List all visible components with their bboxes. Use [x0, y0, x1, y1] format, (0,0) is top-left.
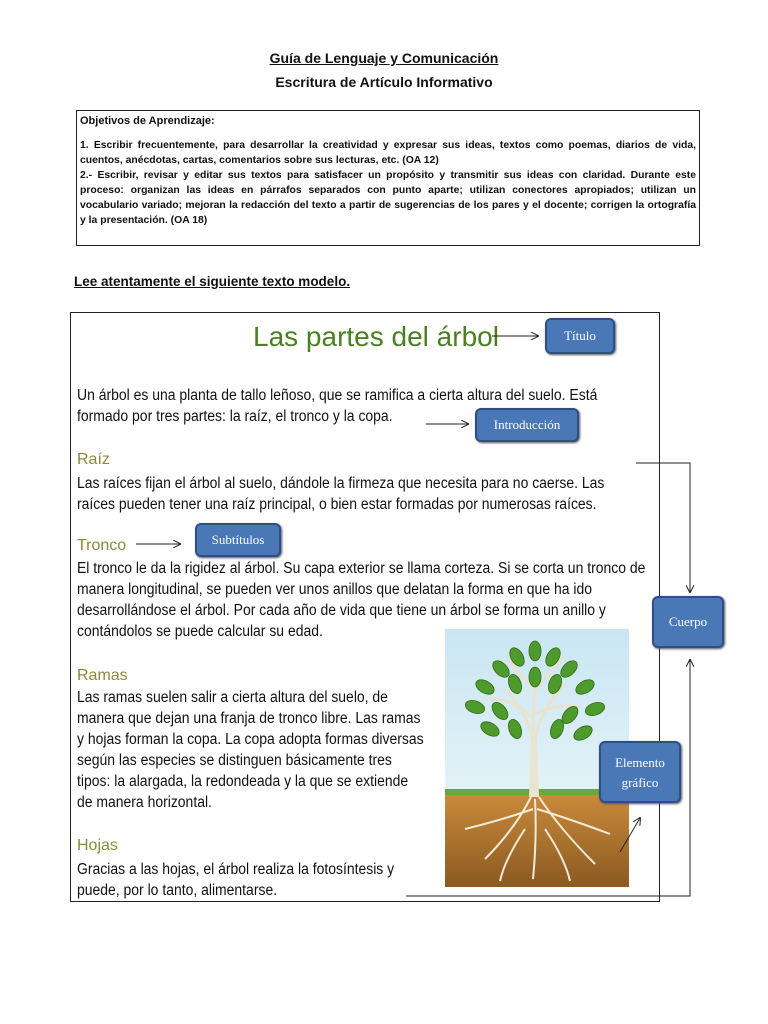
- objectives-heading: Objetivos de Aprendizaje:: [80, 115, 215, 127]
- arrow-elemento-grafico: [620, 818, 640, 852]
- label-titulo: Título: [545, 318, 615, 354]
- paragraph-hojas: Gracias a las hojas, el árbol realiza la fotosíntesis y puede, por lo tanto, alimentarse.: [77, 861, 395, 899]
- label-introduccion: Introducción: [475, 408, 579, 442]
- subtitle-tronco: Tronco: [77, 537, 127, 554]
- subtitle-hojas: Hojas: [77, 837, 118, 854]
- paragraph-tronco: El tronco le da la rigidez al árbol. Su capa exterior se llama corteza. Si se corta un tronco de manera longitudinal, se pueden ver unos anillos que delatan la forma en que ha ido desarrollándose el árbol. Por cada año de vida que tiene un árbol se forma un anillo y contándolos se puede calcular su edad.: [77, 560, 646, 640]
- intro-paragraph: Un árbol es una planta de tallo leñoso, que se ramifica a cierta altura del suelo. Está formado por tres partes: la raíz, el tronco y la copa.: [77, 387, 598, 425]
- paragraph-raiz: Las raíces fijan el árbol al suelo, dándole la firmeza que necesita para no caerse. Las raíces pueden tener una raíz principal, o bien estar formadas por numerosas raíces.: [77, 475, 605, 513]
- label-subtitulos: Subtítulos: [195, 523, 281, 557]
- instruction-text: Lee atentamente el siguiente texto modelo.: [74, 274, 351, 289]
- paragraph-ramas: Las ramas suelen salir a cierta altura del suelo, de manera que dejan una franja de tronco libre. Las ramas y hojas forman la copa. La copa adopta formas diversas según las especies se distinguen básicamente tres tipos: la alargada, la redondeada y la que se extiende de manera horizontal.: [77, 689, 424, 811]
- subtitle-ramas: Ramas: [77, 667, 128, 684]
- label-cuerpo: Cuerpo: [652, 596, 724, 648]
- document-subtitle: Escritura de Artículo Informativo: [275, 74, 493, 90]
- label-elemento-grafico: Elemento gráfico: [599, 741, 681, 803]
- arrow-cuerpo-bottom: [406, 660, 690, 896]
- document-title: Guía de Lenguaje y Comunicación: [269, 50, 499, 66]
- subtitle-raiz: Raíz: [77, 451, 110, 468]
- objective-item: 2.- Escribir, revisar y editar sus textos para satisfacer un propósito y transmitir sus ideas con claridad. Durante este proceso: organizan las ideas en párrafos separados con punto aparte; utilizan conectores apropiados; utilizan un vocabulario variado; mejoran la redacción del texto a partir de sugerencias de los pares y el docente; corrigen la ortografía y la presentación. (OA 18): [80, 170, 696, 226]
- model-title: Las partes del árbol: [253, 321, 499, 352]
- arrow-cuerpo-top: [636, 463, 690, 592]
- objective-item: 1. Escribir frecuentemente, para desarrollar la creatividad y expresar sus ideas, textos como poemas, diarios de vida, cuentos, anécdotas, cartas, comentarios sobre sus lecturas, etc. (OA 12): [80, 140, 696, 166]
